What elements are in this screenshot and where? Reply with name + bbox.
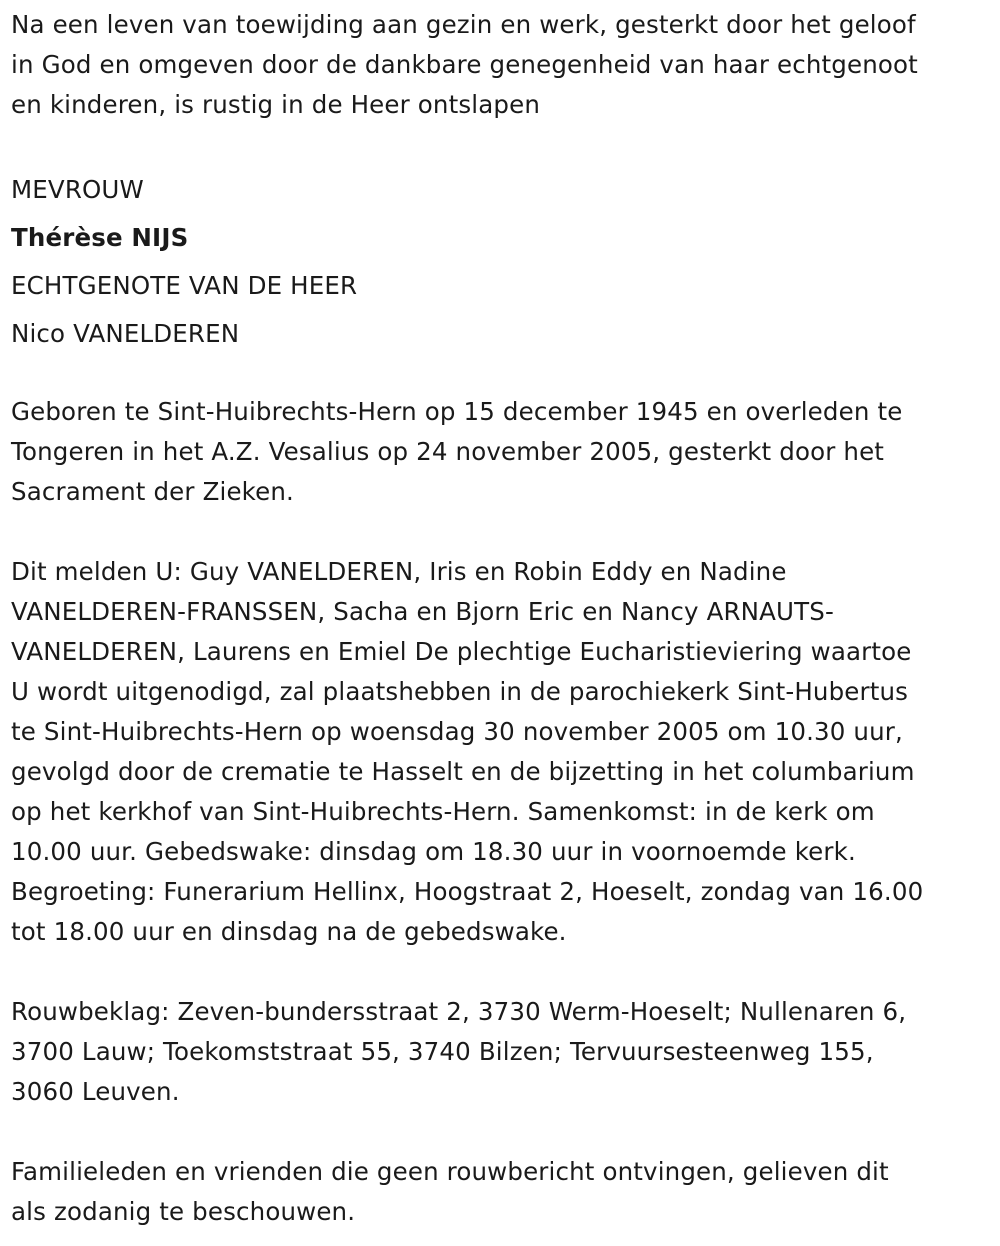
announcement-line: VANELDEREN-FRANSSEN, Sacha en Bjorn Eric en Nancy ARNAUTS- <box>11 597 834 626</box>
condolences-line: Rouwbeklag: Zeven-bundersstraat 2, 3730 Werm-Hoeselt; Nullenaren 6, <box>11 997 907 1026</box>
paragraph-spacer <box>11 512 992 552</box>
paragraph-spacer <box>11 1112 992 1152</box>
announcement-line: U wordt uitgenodigd, zal plaatshebben in de parochiekerk Sint-Hubertus <box>11 677 909 706</box>
deceased-block <box>11 165 992 362</box>
intro-paragraph <box>11 0 992 125</box>
deceased-title: MEVROUW <box>11 175 144 204</box>
closing-line: als zodanig te beschouwen. <box>11 1197 356 1226</box>
condolences-line: 3700 Lauw; Toekomststraat 55, 3740 Bilzen; Tervuursesteenweg 155, <box>11 1037 874 1066</box>
closing-paragraph <box>11 1152 992 1232</box>
intro-line: Na een leven van toewijding aan gezin en werk, gesterkt door het geloof <box>11 10 916 39</box>
announcement-line: Begroeting: Funerarium Hellinx, Hoogstraat 2, Hoeselt, zondag van 16.00 <box>11 877 924 906</box>
birth-death-line: Tongeren in het A.Z. Vesalius op 24 november 2005, gesterkt door het <box>11 437 885 466</box>
announcement-line: op het kerkhof van Sint-Huibrechts-Hern. Samenkomst: in de kerk om <box>11 797 875 826</box>
birth-death-line: Sacrament der Zieken. <box>11 477 294 506</box>
closing-line: Familieleden en vrienden die geen rouwbericht ontvingen, gelieven dit <box>11 1157 889 1186</box>
spouse-name: Nico VANELDEREN <box>11 319 240 348</box>
announcement-line: tot 18.00 uur en dinsdag na de gebedswake. <box>11 917 567 946</box>
paragraph-spacer <box>11 125 992 165</box>
announcement-line: Dit melden U: Guy VANELDEREN, Iris en Robin Eddy en Nadine <box>11 557 787 586</box>
deceased-relation: ECHTGENOTE VAN DE HEER <box>11 271 358 300</box>
announcement-line: VANELDEREN, Laurens en Emiel De plechtige Eucharistieviering waartoe <box>11 637 912 666</box>
birth-death-paragraph <box>11 392 992 512</box>
paragraph-spacer <box>11 362 992 392</box>
condolences-line: 3060 Leuven. <box>11 1077 180 1106</box>
announcement-line: te Sint-Huibrechts-Hern op woensdag 30 november 2005 om 10.30 uur, <box>11 717 903 746</box>
announcement-line: gevolgd door de crematie te Hasselt en de bijzetting in het columbarium <box>11 757 915 786</box>
intro-line: en kinderen, is rustig in de Heer ontslapen <box>11 90 541 119</box>
announcement-paragraph <box>11 552 992 952</box>
announcement-line: 10.00 uur. Gebedswake: dinsdag om 18.30 uur in voornoemde kerk. <box>11 837 856 866</box>
intro-line: in God en omgeven door de dankbare genegenheid van haar echtgenoot <box>11 50 918 79</box>
deceased-name: Thérèse NIJS <box>11 223 189 252</box>
birth-death-line: Geboren te Sint-Huibrechts-Hern op 15 december 1945 en overleden te <box>11 397 903 426</box>
condolences-paragraph <box>11 992 992 1112</box>
paragraph-spacer <box>11 952 992 992</box>
